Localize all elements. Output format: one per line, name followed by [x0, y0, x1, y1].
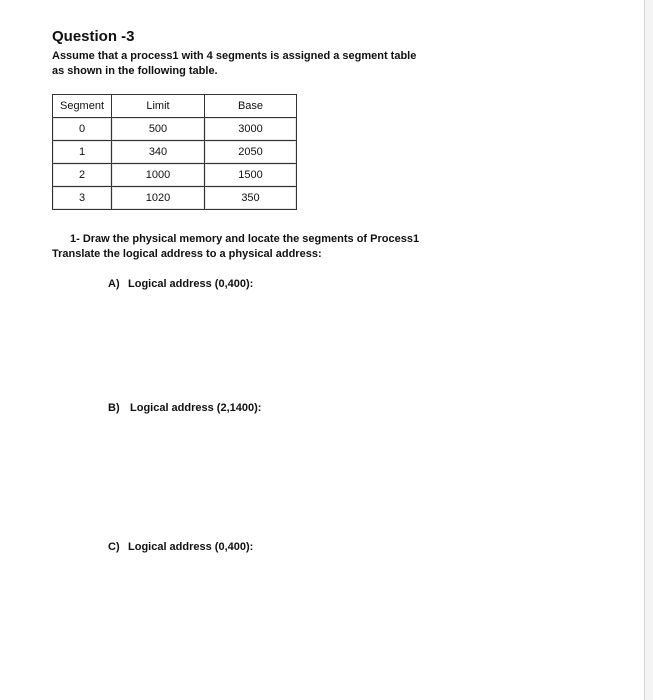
part-b-text: Logical address (2,1400): [130, 402, 262, 414]
part-c-marker: C) [108, 541, 120, 553]
part-c-text: Logical address (0,400): [128, 541, 254, 553]
part-a-text: Logical address (0,400): [128, 278, 254, 290]
header-base: Base [205, 95, 297, 118]
cell-base: 1500 [205, 164, 297, 187]
table-row [53, 141, 297, 164]
table-header-row [53, 95, 297, 118]
cell-segment: 0 [53, 118, 112, 141]
cell-segment: 1 [53, 141, 112, 164]
part-b-marker: B) [108, 402, 120, 414]
table-row [53, 164, 297, 187]
header-limit: Limit [112, 95, 205, 118]
task-line-2: Translate the logical address to a physical address: [52, 248, 322, 260]
cell-limit: 1020 [112, 187, 205, 210]
cell-base: 350 [205, 187, 297, 210]
cell-limit: 500 [112, 118, 205, 141]
part-a [108, 278, 253, 290]
cell-base: 2050 [205, 141, 297, 164]
segment-table [52, 94, 297, 210]
part-a-marker: A) [108, 278, 120, 290]
intro-line-1: Assume that a process1 with 4 segments is assigned a segment table [52, 50, 417, 62]
question-title: Question -3 [52, 28, 135, 45]
cell-segment: 2 [53, 164, 112, 187]
page-margin-strip [645, 0, 653, 700]
task-line-1: 1- Draw the physical memory and locate the segments of Process1 [70, 233, 420, 245]
cell-limit: 1000 [112, 164, 205, 187]
header-segment: Segment [53, 95, 112, 118]
cell-segment: 3 [53, 187, 112, 210]
table-row [53, 187, 297, 210]
intro-line-2: as shown in the following table. [52, 65, 218, 77]
cell-limit: 340 [112, 141, 205, 164]
cell-base: 3000 [205, 118, 297, 141]
part-c [108, 541, 253, 553]
table-row [53, 118, 297, 141]
part-b [108, 402, 261, 414]
question-intro [52, 49, 416, 79]
task-instructions [52, 232, 419, 262]
